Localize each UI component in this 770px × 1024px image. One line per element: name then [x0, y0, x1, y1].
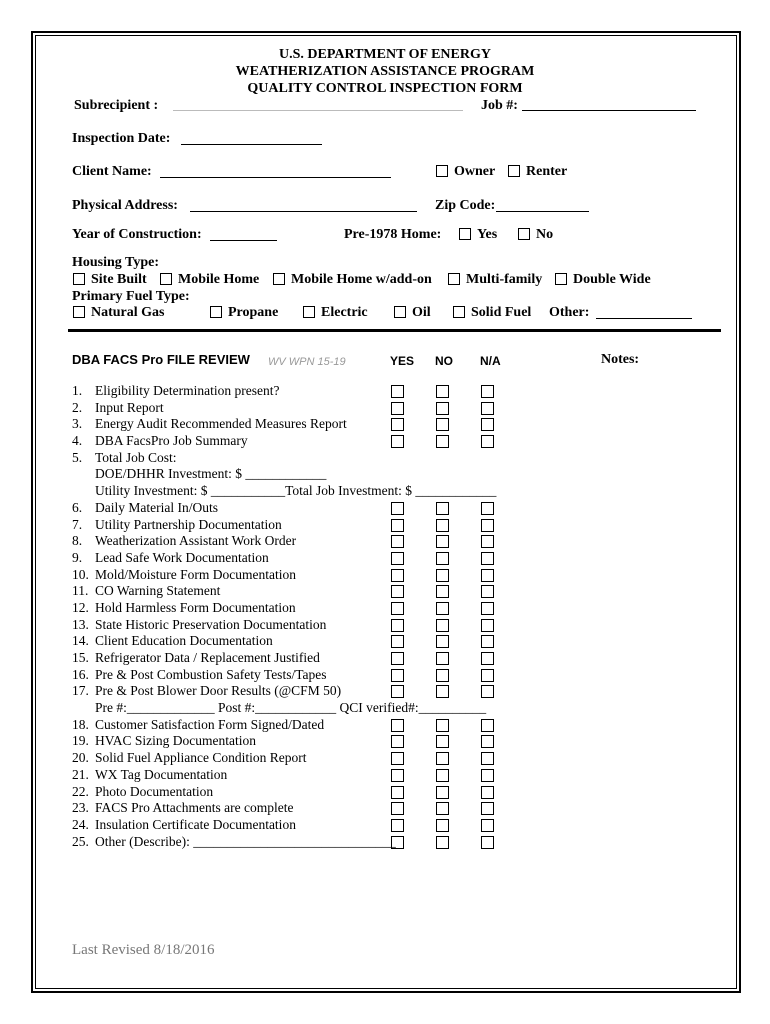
natural-gas-checkbox[interactable]	[73, 306, 85, 318]
yes-checkbox[interactable]	[391, 519, 404, 532]
checklist-row	[72, 667, 492, 684]
item-label: FACS Pro Attachments are complete	[95, 800, 294, 816]
checklist-row	[72, 650, 492, 667]
mobile-home-checkbox[interactable]	[160, 273, 172, 285]
item-label: Solid Fuel Appliance Condition Report	[95, 750, 307, 766]
yes-checkbox[interactable]	[391, 635, 404, 648]
na-checkbox[interactable]	[481, 502, 494, 515]
yes-checkbox[interactable]	[391, 652, 404, 665]
na-checkbox[interactable]	[481, 569, 494, 582]
checklist-row	[72, 400, 492, 417]
no-checkbox[interactable]	[436, 402, 449, 415]
na-checkbox[interactable]	[481, 602, 494, 615]
housing-type-label: Housing Type:	[72, 255, 160, 270]
item-label: Weatherization Assistant Work Order	[95, 533, 297, 549]
checklist-row	[72, 600, 492, 617]
double-wide-label: Double Wide	[573, 272, 651, 287]
no-checkbox[interactable]	[436, 802, 449, 815]
na-checkbox[interactable]	[481, 635, 494, 648]
item-number: 9.	[72, 549, 83, 565]
yes-checkbox[interactable]	[391, 719, 404, 732]
year-of-construction-field[interactable]	[210, 240, 277, 241]
item-label: CO Warning Statement	[95, 583, 221, 599]
mobile-home-addon-label: Mobile Home w/add-on	[291, 272, 432, 287]
inspection-date-label: Inspection Date:	[72, 131, 171, 146]
no-checkbox[interactable]	[436, 569, 449, 582]
na-checkbox[interactable]	[481, 752, 494, 765]
item-label: WX Tag Documentation	[95, 766, 228, 782]
checklist-row	[72, 633, 492, 650]
yes-checkbox[interactable]	[391, 735, 404, 748]
pre-1978-label: Pre-1978 Home:	[344, 227, 442, 242]
na-checkbox[interactable]	[481, 685, 494, 698]
yes-checkbox[interactable]	[391, 402, 404, 415]
checklist-row	[72, 767, 492, 784]
yes-checkbox[interactable]	[391, 769, 404, 782]
yes-checkbox[interactable]	[391, 819, 404, 832]
checklist-row	[72, 433, 492, 450]
yes-checkbox[interactable]	[391, 585, 404, 598]
item-number: 5.	[72, 449, 83, 465]
no-checkbox[interactable]	[436, 719, 449, 732]
item-label: Pre #:_____________ Post #:____________ QCI verified#:__________	[95, 700, 487, 716]
yes-checkbox[interactable]	[391, 502, 404, 515]
item-number: 16.	[72, 666, 89, 682]
checklist-row	[72, 784, 492, 801]
oil-checkbox[interactable]	[394, 306, 406, 318]
na-checkbox[interactable]	[481, 385, 494, 398]
solid-fuel-checkbox[interactable]	[453, 306, 465, 318]
yes-checkbox[interactable]	[391, 619, 404, 632]
checklist-row	[72, 550, 492, 567]
checklist-row	[72, 450, 492, 467]
item-number: 8.	[72, 533, 83, 549]
item-label: Other (Describe): ______________________________	[95, 833, 396, 849]
physical-address-field[interactable]	[190, 211, 417, 212]
year-of-construction-label: Year of Construction:	[72, 227, 202, 242]
item-label: Utility Investment: $ ___________Total Job Investment: $ ____________	[95, 483, 497, 499]
inspection-date-field[interactable]	[181, 144, 322, 145]
item-label: State Historic Preservation Documentation	[95, 616, 327, 632]
double-wide-checkbox[interactable]	[555, 273, 567, 285]
electric-label: Electric	[321, 305, 368, 320]
item-number: 19.	[72, 733, 89, 749]
solid-fuel-label: Solid Fuel	[471, 305, 532, 320]
column-header-yes: YES	[390, 354, 415, 368]
item-number: 6.	[72, 499, 83, 515]
no-checkbox[interactable]	[436, 786, 449, 799]
propane-label: Propane	[228, 305, 279, 320]
no-checkbox[interactable]	[436, 669, 449, 682]
item-number: 2.	[72, 399, 83, 415]
yes-checkbox[interactable]	[391, 385, 404, 398]
no-checkbox[interactable]	[436, 602, 449, 615]
item-label: Eligibility Determination present?	[95, 383, 280, 398]
other-fuel-label: Other:	[549, 305, 590, 320]
oil-label: Oil	[412, 305, 431, 320]
na-checkbox[interactable]	[481, 719, 494, 732]
owner-checkbox[interactable]	[436, 165, 448, 177]
item-number: 22.	[72, 783, 89, 799]
item-number: 7.	[72, 516, 83, 532]
item-number: 23.	[72, 800, 89, 816]
na-checkbox[interactable]	[481, 552, 494, 565]
na-checkbox[interactable]	[481, 769, 494, 782]
item-label: Hold Harmless Form Documentation	[95, 599, 296, 615]
column-header-no: NO	[435, 354, 453, 368]
na-checkbox[interactable]	[481, 836, 494, 849]
checklist-row	[72, 800, 492, 817]
yes-checkbox[interactable]	[391, 569, 404, 582]
na-checkbox[interactable]	[481, 418, 494, 431]
no-checkbox[interactable]	[436, 652, 449, 665]
item-label: DOE/DHHR Investment: $ ____________	[95, 466, 327, 482]
item-number: 3.	[72, 416, 83, 432]
checklist-row	[72, 817, 492, 834]
multi-family-checkbox[interactable]	[448, 273, 460, 285]
no-checkbox[interactable]	[436, 385, 449, 398]
pre-1978-no-checkbox[interactable]	[518, 228, 530, 240]
item-label: Pre & Post Combustion Safety Tests/Tapes	[95, 666, 327, 682]
item-label: Customer Satisfaction Form Signed/Dated	[95, 716, 325, 732]
item-label: Utility Partnership Documentation	[95, 516, 282, 532]
checklist-row	[72, 617, 492, 634]
no-checkbox[interactable]	[436, 435, 449, 448]
item-number: 1.	[72, 383, 83, 398]
multi-family-label: Multi-family	[466, 272, 543, 287]
item-label: Client Education Documentation	[95, 633, 273, 649]
no-checkbox[interactable]	[436, 585, 449, 598]
electric-checkbox[interactable]	[303, 306, 315, 318]
item-label: Photo Documentation	[95, 783, 214, 799]
mobile-home-label: Mobile Home	[178, 272, 260, 287]
na-checkbox[interactable]	[481, 535, 494, 548]
na-checkbox[interactable]	[481, 669, 494, 682]
na-checkbox[interactable]	[481, 519, 494, 532]
yes-checkbox[interactable]	[391, 552, 404, 565]
other-fuel-field[interactable]	[596, 318, 692, 319]
checklist-row	[72, 416, 492, 433]
pre-1978-yes-label: Yes	[477, 227, 498, 242]
item-number: 10.	[72, 566, 89, 582]
checklist-row	[72, 466, 492, 483]
item-number: 13.	[72, 616, 89, 632]
item-label: Refrigerator Data / Replacement Justified	[95, 650, 320, 665]
na-checkbox[interactable]	[481, 435, 494, 448]
na-checkbox[interactable]	[481, 652, 494, 665]
no-checkbox[interactable]	[436, 752, 449, 765]
natural-gas-label: Natural Gas	[91, 305, 165, 320]
checklist-row	[72, 517, 492, 534]
item-number: 14.	[72, 633, 89, 649]
checklist-row	[72, 383, 492, 400]
item-number: 20.	[72, 750, 89, 766]
pre-1978-yes-checkbox[interactable]	[459, 228, 471, 240]
client-name-label: Client Name:	[72, 164, 152, 179]
no-checkbox[interactable]	[436, 619, 449, 632]
item-number: 17.	[72, 683, 89, 699]
checklist-row	[72, 567, 492, 584]
item-label: Energy Audit Recommended Measures Report	[95, 416, 347, 432]
yes-checkbox[interactable]	[391, 685, 404, 698]
no-checkbox[interactable]	[436, 819, 449, 832]
item-label: Lead Safe Work Documentation	[95, 549, 269, 565]
checklist-row	[72, 533, 492, 550]
checklist	[72, 383, 497, 850]
item-label: Input Report	[95, 399, 164, 415]
yes-checkbox[interactable]	[391, 602, 404, 615]
item-label: Pre & Post Blower Door Results (@CFM 50)	[95, 683, 342, 699]
item-label: Mold/Moisture Form Documentation	[95, 566, 296, 582]
job-number-field[interactable]	[522, 110, 696, 111]
item-number: 24.	[72, 816, 89, 832]
section-divider	[68, 329, 721, 332]
na-checkbox[interactable]	[481, 819, 494, 832]
no-checkbox[interactable]	[436, 519, 449, 532]
checklist-row	[72, 700, 492, 717]
checklist-row	[72, 733, 492, 750]
no-checkbox[interactable]	[436, 502, 449, 515]
item-number: 21.	[72, 766, 89, 782]
file-review-reference: WV WPN 15-19	[268, 356, 346, 368]
checklist-row	[72, 500, 492, 517]
renter-label: Renter	[526, 164, 568, 179]
na-checkbox[interactable]	[481, 802, 494, 815]
owner-label: Owner	[454, 164, 496, 179]
item-number: 25.	[72, 833, 89, 849]
header-form-title: QUALITY CONTROL INSPECTION FORM	[247, 81, 523, 96]
checklist-row	[72, 583, 492, 600]
item-label: Total Job Cost:	[95, 449, 177, 465]
renter-checkbox[interactable]	[508, 165, 520, 177]
zip-code-label: Zip Code:	[435, 198, 496, 213]
item-label: Daily Material In/Outs	[95, 499, 218, 515]
site-built-checkbox[interactable]	[73, 273, 85, 285]
client-name-field[interactable]	[160, 177, 391, 178]
checklist-row	[72, 683, 492, 700]
no-checkbox[interactable]	[436, 552, 449, 565]
header-department: U.S. DEPARTMENT OF ENERGY	[279, 47, 491, 62]
no-checkbox[interactable]	[436, 685, 449, 698]
no-checkbox[interactable]	[436, 769, 449, 782]
na-checkbox[interactable]	[481, 585, 494, 598]
na-checkbox[interactable]	[481, 619, 494, 632]
last-revised-text: Last Revised 8/18/2016	[72, 942, 215, 958]
propane-checkbox[interactable]	[210, 306, 222, 318]
site-built-label: Site Built	[91, 272, 147, 287]
item-number: 15.	[72, 650, 89, 665]
header-program: WEATHERIZATION ASSISTANCE PROGRAM	[235, 64, 535, 79]
notes-header: Notes:	[601, 352, 640, 367]
item-label: Insulation Certificate Documentation	[95, 816, 296, 832]
no-checkbox[interactable]	[436, 735, 449, 748]
pre-1978-no-label: No	[536, 227, 554, 242]
item-label: HVAC Sizing Documentation	[95, 733, 256, 749]
yes-checkbox[interactable]	[391, 786, 404, 799]
file-review-title: DBA FACS Pro FILE REVIEW	[72, 352, 250, 367]
yes-checkbox[interactable]	[391, 418, 404, 431]
yes-checkbox[interactable]	[391, 802, 404, 815]
job-number-label: Job #:	[481, 98, 518, 113]
checklist-row	[72, 717, 492, 734]
zip-code-field[interactable]	[496, 211, 589, 212]
na-checkbox[interactable]	[481, 786, 494, 799]
no-checkbox[interactable]	[436, 418, 449, 431]
yes-checkbox[interactable]	[391, 669, 404, 682]
no-checkbox[interactable]	[436, 635, 449, 648]
checklist-row	[72, 483, 497, 500]
item-number: 11.	[72, 583, 89, 599]
na-checkbox[interactable]	[481, 735, 494, 748]
mobile-home-addon-checkbox[interactable]	[273, 273, 285, 285]
column-header-na: N/A	[480, 354, 501, 368]
yes-checkbox[interactable]	[391, 535, 404, 548]
no-checkbox[interactable]	[436, 836, 449, 849]
yes-checkbox[interactable]	[391, 836, 404, 849]
primary-fuel-type-label: Primary Fuel Type:	[72, 289, 190, 304]
yes-checkbox[interactable]	[391, 752, 404, 765]
item-number: 12.	[72, 599, 89, 615]
checklist-row	[72, 834, 492, 851]
item-number: 4.	[72, 433, 83, 449]
yes-checkbox[interactable]	[391, 435, 404, 448]
subrecipient-field[interactable]	[173, 110, 463, 111]
physical-address-label: Physical Address:	[72, 198, 178, 213]
no-checkbox[interactable]	[436, 535, 449, 548]
item-label: DBA FacsPro Job Summary	[95, 433, 248, 449]
item-number: 18.	[72, 716, 89, 732]
subrecipient-label: Subrecipient :	[74, 98, 159, 113]
checklist-row	[72, 750, 492, 767]
na-checkbox[interactable]	[481, 402, 494, 415]
